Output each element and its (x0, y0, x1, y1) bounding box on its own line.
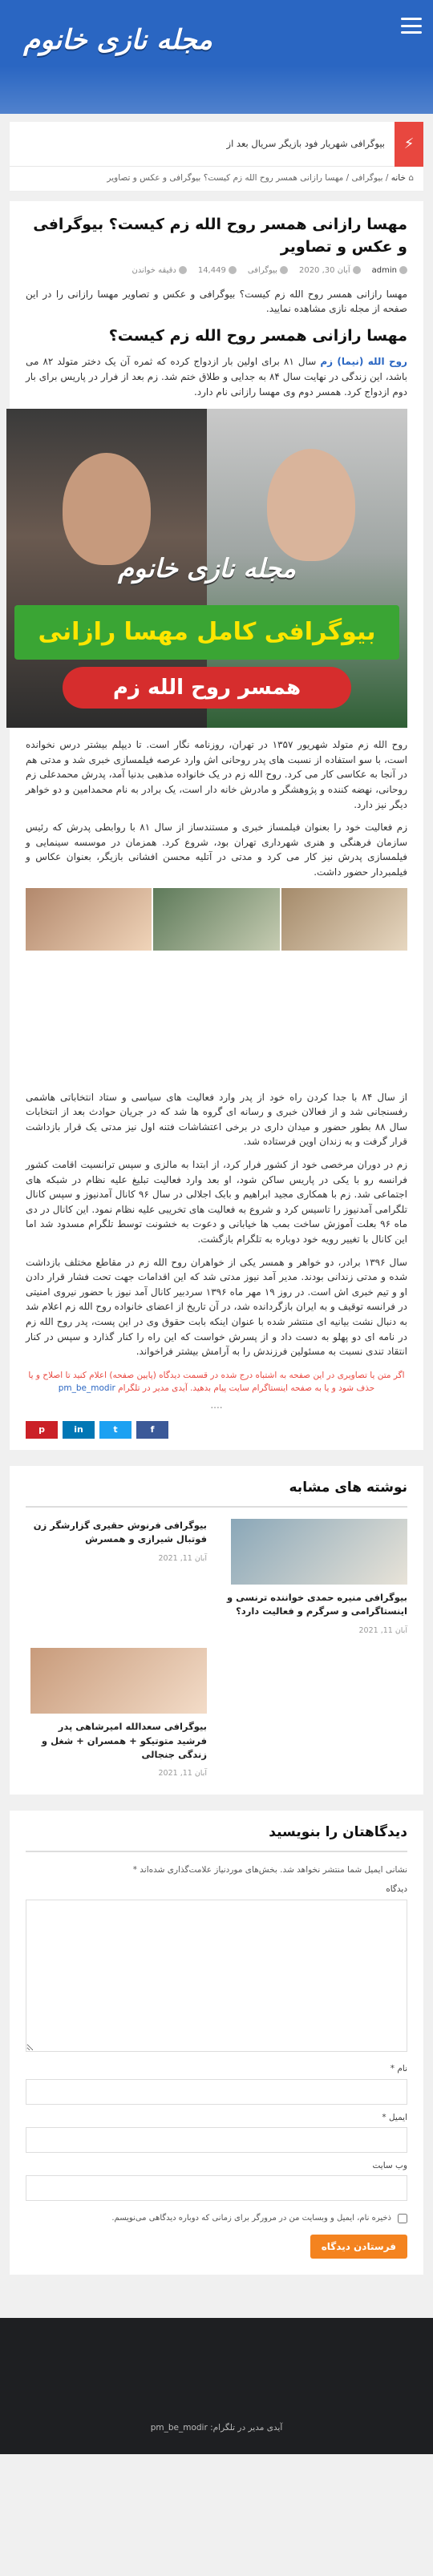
home-icon: ⌂ (408, 173, 414, 183)
save-info-label: ذخیره نام، ایمیل و وبسایت من در مرورگر برای زمانی که دوباره دیدگاهی می‌نویسم. (111, 2214, 391, 2223)
clock-icon (353, 266, 361, 274)
email-label: ایمیل * (382, 2112, 407, 2122)
footer-telegram-link[interactable]: pm_be_modir (150, 2423, 208, 2433)
related-item-title[interactable]: بیوگرافی منیره حمدی خواننده ترنسی و اینستاگرامی و سرگرم و فعالیت دارد؟ (227, 1592, 407, 1617)
ellipsis: .... (210, 1399, 223, 1411)
comment-form (10, 1811, 423, 2275)
website-field[interactable] (26, 2175, 407, 2201)
related-item-date: آبان 11, 2021 (158, 1769, 207, 1779)
article-poster-image (6, 409, 407, 728)
poster-subtitle: همسر روح الله زم (63, 667, 351, 709)
eye-icon (229, 266, 237, 274)
pinterest-share-button[interactable]: p (26, 1421, 58, 1439)
poster-title: بیوگرافی کامل مهسا رازانی (14, 605, 399, 660)
photo-strip (26, 888, 407, 951)
breadcrumb-trail: / بیوگرافی / مهسا رازانی همسر روح الله زم کیست؟ بیوگرافی و عکس و تصاویر (107, 173, 389, 183)
related-thumbnail[interactable] (231, 1519, 407, 1585)
comment-label: دیدگاه (386, 1884, 407, 1895)
read-time: دقیقه خواندن (132, 264, 186, 277)
paragraph-1-lead: روح الله (نیما) زم (320, 356, 407, 368)
breaking-news-link[interactable]: بیوگرافی شهریار فود بازیگر سریال بعد از (226, 137, 385, 149)
related-item[interactable] (226, 1519, 407, 1637)
menu-icon[interactable] (401, 18, 422, 34)
breadcrumb-home[interactable]: خانه (391, 173, 406, 183)
related-item[interactable] (26, 1519, 207, 1565)
related-title: نوشته های مشابه (26, 1477, 407, 1508)
admin-telegram-link[interactable]: pm_be_modir (58, 1383, 115, 1393)
book-icon (179, 266, 187, 274)
folder-icon (280, 266, 288, 274)
related-item-date: آبان 11, 2021 (158, 1553, 207, 1563)
category-link[interactable]: بیوگرافی (248, 264, 288, 277)
website-label: وب‌ سایت (372, 2160, 407, 2170)
article-heading: مهسا رازانی همسر روح الله زم کیست؟ (108, 327, 407, 345)
name-label: نام * (390, 2064, 407, 2074)
article (10, 201, 423, 1450)
paragraph-4: از سال ۸۴ با جدا کردن راه خود از پدر وارد فعالیت های سیاسی و ستاد انتخاباتی هاشمی رفسنجانی شد و از فعالان خبری و رسانه ای گروه ها شد که در جریان حوادث بعد از انتخابات سال ۸۸ بطور حضور و میدان داری در برخی اعتشاشات فتنه اول نیز مدتی یک قرار بازداشت قرار گرفت و به زندان اوین فرستاده شد. (26, 1091, 408, 1148)
related-item-title[interactable]: بیوگرافی سعدالله امیرشاهی پدر فرشید متوتیکو + همسران + شغل و زندگی جنجالی (41, 1721, 207, 1760)
poster-face-man (63, 453, 151, 565)
comment-note: نشانی ایمیل شما منتشر نخواهد شد. بخش‌های موردنیاز علامت‌گذاری شده‌اند * (132, 1865, 407, 1875)
linkedin-share-button[interactable]: in (63, 1421, 95, 1439)
paragraph-6: سال ۱۳۹۶ برادر، دو خواهر و همسر یکی از خواهران روح الله زم در مقاطع مختلف بازداشت شده و مدتی زندانی بودند. مدیر آمد نیوز مدتی شد که این اقدامات جهت تحت فشار قرار دادن او و تیم خبری اش است. در روز ۱۹ مهر ماه ۱۳۹۶ سردبیر کانال آمد نیوز با حضور نیروی امنیتی در فرانسه توقیف و به ایران بازگردانده شد، در آن تاریخ از اعضای خانواده روح الله زم اعلام شد به دنبال نشت بیانیه ای منتشر شده با عنوان اینکه بابت حقوق وی در این پست، پدر روح الله زم در نامه ای دو پهلو به دست داد و از پسرش خواست که این راه را کنار گذارد و سپس در کنار انتقاد تندی نسبت به مسئولین فرزندش را به آرامش بیشتر فراخواند. (26, 1256, 407, 1358)
poster-brand: مجله نازی خانوم (118, 553, 296, 584)
article-intro: مهسا رازانی همسر روح الله زم کیست؟ بیوگرافی و عکس و تصاویر مهسا رازانی را در این صفحه از مجله نازی مشاهده نمایید. (26, 288, 407, 315)
source-notice: اگر متن یا تصاویری در این صفحه به اشتباه درج شده در قسمت دیدگاه (پایین صفحه) اعلام کنید تا اصلاح و یا حذف شود و یا به صفحه اینستاگرام سایت پیام بدهید. آیدی مدیر در تلگرام pm_be_modir (28, 1370, 405, 1393)
email-field[interactable] (26, 2127, 407, 2153)
name-field[interactable] (26, 2079, 407, 2105)
ad-placeholder (26, 960, 407, 1090)
related-grid (26, 1519, 407, 1637)
related-item-date: آبان 11, 2021 (358, 1625, 407, 1635)
related-column (26, 1519, 207, 1637)
related-column (226, 1519, 407, 1637)
views-count: 14,449 (198, 264, 237, 277)
related-column (226, 1648, 407, 1779)
comment-form-title: دیدگاهتان را بنویسید (26, 1822, 407, 1852)
strip-photo (281, 888, 407, 951)
paragraph-1: روح الله (نیما) زم سال ۸۱ برای اولین بار ازدواج کرده که ثمره آن یک دختر متولد ۸۲ می باشد، این زندگی در نهایت سال ۸۴ به جدایی و طلاق ختم شد. زم بعد از فرار در پاریس برای بار دوم ازدواج کرد. همسر دوم وی مهسا رازانی نام دارد. (26, 356, 407, 398)
submit-comment-button[interactable]: فرستادن دیدگاه (310, 2235, 407, 2259)
save-info-checkbox[interactable] (398, 2214, 407, 2223)
share-buttons (26, 1421, 407, 1439)
lightning-icon: ⚡ (395, 122, 423, 167)
related-column (26, 1648, 207, 1779)
user-icon (399, 266, 407, 274)
related-item-title[interactable]: بیوگرافی فرنوش حقیری گزارشگر زن فوتبال شیرازی و همسرش (33, 1520, 207, 1545)
poster-face-woman (267, 449, 355, 561)
facebook-share-button[interactable]: f (136, 1421, 168, 1439)
paragraph-2: روح الله زم متولد شهریور ۱۳۵۷ در تهران، روزنامه نگار است. تا دیپلم بیشتر درس نخوانده است، با سو استفاده از نسبت های پدر روحانی اش وارد عرصه فیلمسازی خبری شد و مدتی هم در آنجا به عکاسی کار می کرد. روح الله زم در یک خانواده مذهبی بدنیا آمد، پدرش محمدعلی زم روحانی، نهضه کننده و پژوهشگر و مادرش خانه دار است، یک برادر به نام محمدامین و دو خواهر دیگر نیز دارد. (26, 739, 407, 810)
strip-photo (153, 888, 279, 951)
related-item[interactable] (26, 1648, 207, 1779)
related-thumbnail[interactable] (30, 1648, 207, 1714)
related-row (26, 1648, 407, 1779)
footer-text: آیدی مدیر در تلگرام: pm_be_modir (150, 2423, 283, 2433)
logo-text: مجله نازی خانوم (23, 24, 212, 56)
page-title: مهسا رازانی همسر روح الله زم کیست؟ بیوگرافی و عکس و تصاویر (33, 216, 407, 256)
breadcrumb (10, 167, 423, 192)
site-logo[interactable] (18, 14, 218, 95)
twitter-share-button[interactable]: t (99, 1421, 132, 1439)
site-header (0, 0, 433, 114)
strip-photo (26, 888, 152, 951)
post-meta (26, 264, 407, 277)
paragraph-3: زم فعالیت خود را بعنوان فیلمساز خبری و مستندساز از سال ۸۱ با روابطی پدرش که رئیس سازمان فرهنگی و هنری شهرداری تهران بود، شروع کرد. همزمان در موسسه سینمایی و فیلمسازی پدرش نیز کار می کرد و مدتی در آتلیه محسن افشانی بازیگر، بعنوان عکاس و فیلمبردار حضور داشت. (26, 822, 407, 878)
paragraph-5: زم در دوران مرخصی خود از کشور فرار کرد، از ابتدا به مالزی و سپس ترانسیت اقامت کشور فرانسه رو با یکی در پاریس ساکن شود، او بعد وارد فعالیت تبلیغ علیه نظام در شبکه های اجتماعی شد. زم با همکاری مجید ابراهیم و بابک اجلالی در سال ۹۶ کانال آمدنیوز و سپس کانال تلگرامی آمدنیوز را تاسیس کرد و شروع به فعالیت های تخریبی علیه نظام نمود. این کانال در دی ماه ۹۶ بعلت آموزش ساخت بمب ها خیابانی و دعوت به خشونت توسط تلگرام مسدود شد اما این کانال با تغییر رویه خود دوباره به تلگرام بازگشت. (26, 1158, 407, 1245)
author-link[interactable]: admin (372, 264, 407, 277)
post-date: آبان 30, 2020 (299, 264, 361, 277)
site-footer (0, 2318, 433, 2454)
breaking-news-bar (10, 122, 423, 167)
save-info-checkbox-row[interactable] (26, 2212, 407, 2225)
comment-textarea[interactable] (26, 1900, 407, 2052)
related-posts (10, 1466, 423, 1795)
